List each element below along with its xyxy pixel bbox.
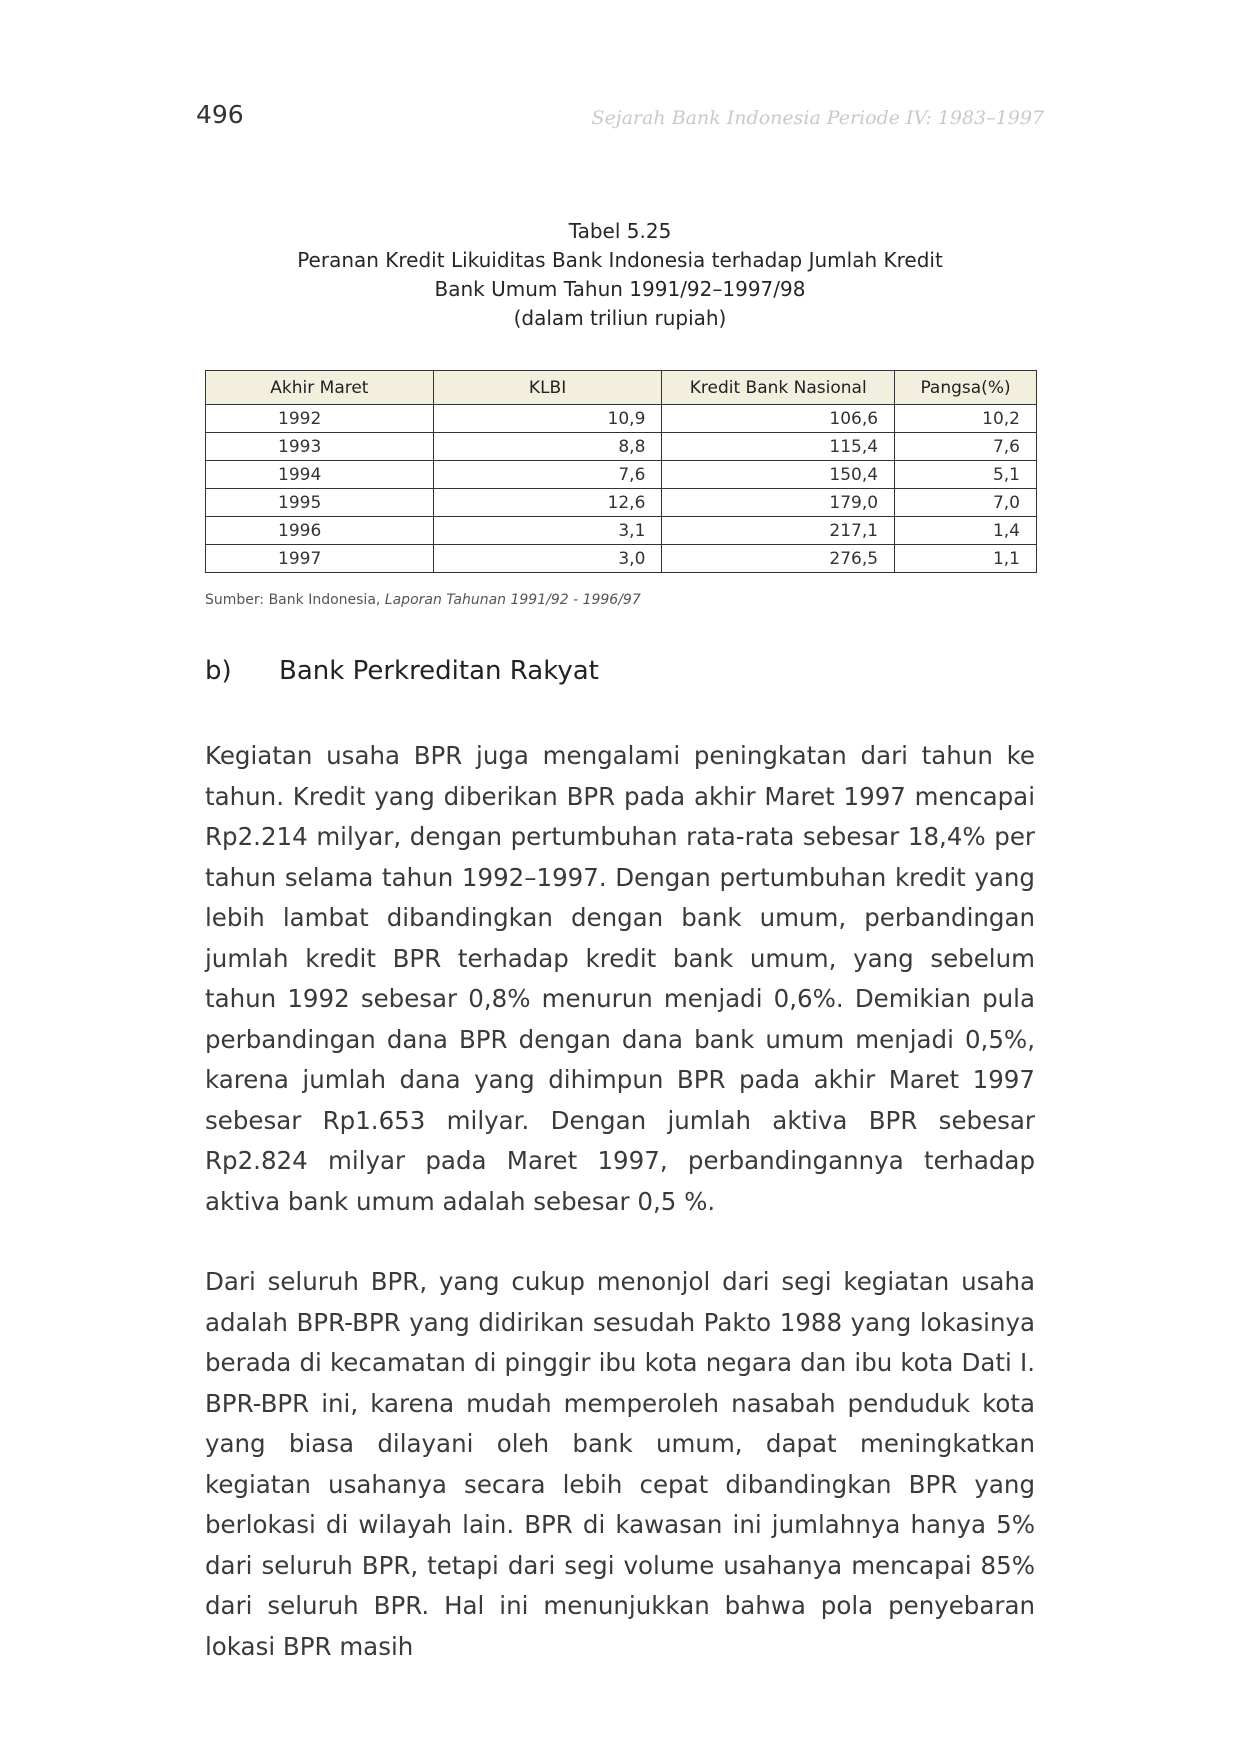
cell-klbi: 3,0: [433, 545, 662, 573]
table-title-line-2: Bank Umum Tahun 1991/92–1997/98: [434, 277, 806, 301]
table-unit-note: (dalam triliun rupiah): [513, 306, 727, 330]
table-row: [206, 517, 1037, 545]
cell-klbi: 3,1: [433, 517, 662, 545]
cell-year: 1995: [206, 489, 434, 517]
table-source-note: [205, 592, 641, 608]
cell-pangsa: 7,0: [895, 489, 1037, 517]
table-title-line-1: Peranan Kredit Likuiditas Bank Indonesia terhadap Jumlah Kredit: [297, 248, 943, 272]
table-label: Tabel 5.25: [568, 219, 672, 243]
cell-pangsa: 1,4: [895, 517, 1037, 545]
cell-pangsa: 1,1: [895, 545, 1037, 573]
credit-table: [205, 370, 1037, 573]
source-prefix: Sumber: Bank Indonesia,: [205, 592, 385, 608]
cell-klbi: 8,8: [433, 433, 662, 461]
section-title: Bank Perkreditan Rakyat: [279, 656, 599, 686]
cell-year: 1997: [206, 545, 434, 573]
page-number: 496: [196, 100, 244, 129]
cell-year: 1992: [206, 405, 434, 433]
cell-pangsa: 5,1: [895, 461, 1037, 489]
cell-pangsa: 7,6: [895, 433, 1037, 461]
cell-kredit: 106,6: [662, 405, 895, 433]
header-pangsa: Pangsa(%): [895, 371, 1037, 405]
body-paragraph-1: Kegiatan usaha BPR juga mengalami peningkatan dari tahun ke tahun. Kredit yang diberikan BPR pada akhir Maret 1997 mencapai Rp2.214 milyar, dengan pertumbuhan rata-rata sebesar 18,4% per tahun selama tahun 1992–1997. Dengan pertumbuhan kredit yang lebih lambat dibandingkan dengan bank umum, perbandingan jumlah kredit BPR terhadap kredit bank umum, yang sebelum tahun 1992 sebesar 0,8% menurun menjadi 0,6%. Demikian pula perbandingan dana BPR dengan dana bank umum menjadi 0,5%, karena jumlah dana yang dihimpun BPR pada akhir Maret 1997 sebesar Rp1.653 milyar. Dengan jumlah aktiva BPR sebesar Rp2.824 milyar pada Maret 1997, perbandingannya terhadap aktiva bank umum adalah sebesar 0,5 %.: [205, 741, 1035, 1216]
table-row: [206, 489, 1037, 517]
cell-klbi: 12,6: [433, 489, 662, 517]
section-heading: [205, 656, 599, 686]
cell-klbi: 7,6: [433, 461, 662, 489]
cell-kredit: 276,5: [662, 545, 895, 573]
cell-kredit: 150,4: [662, 461, 895, 489]
section-label: b): [205, 656, 232, 686]
header-akhir-maret: Akhir Maret: [206, 371, 434, 405]
table-row: [206, 405, 1037, 433]
cell-kredit: 115,4: [662, 433, 895, 461]
table-caption: [200, 217, 1040, 333]
cell-kredit: 179,0: [662, 489, 895, 517]
running-header: Sejarah Bank Indonesia Periode IV: 1983–1997: [591, 107, 1044, 129]
cell-year: 1993: [206, 433, 434, 461]
table-header-row: [206, 371, 1037, 405]
table-row: [206, 545, 1037, 573]
cell-year: 1994: [206, 461, 434, 489]
header-kredit-bank-nasional: Kredit Bank Nasional: [662, 371, 895, 405]
table-row: [206, 433, 1037, 461]
cell-year: 1996: [206, 517, 434, 545]
cell-kredit: 217,1: [662, 517, 895, 545]
cell-pangsa: 10,2: [895, 405, 1037, 433]
body-paragraph-2: Dari seluruh BPR, yang cukup menonjol dari segi kegiatan usaha adalah BPR-BPR yang didirikan sesudah Pakto 1988 yang lokasinya berada di kecamatan di pinggir ibu kota negara dan ibu kota Dati I. BPR-BPR ini, karena mudah memperoleh nasabah penduduk kota yang biasa dilayani oleh bank umum, dapat meningkatkan kegiatan usahanya secara lebih cepat dibandingkan BPR yang berlokasi di wilayah lain. BPR di kawasan ini jumlahnya hanya 5% dari seluruh BPR, tetapi dari segi volume usahanya mencapai 85% dari seluruh BPR. Hal ini menunjukkan bahwa pola penyebaran lokasi BPR masih: [205, 1267, 1035, 1661]
source-title: Laporan Tahunan 1991/92 - 1996/97: [384, 592, 641, 608]
header-klbi: KLBI: [433, 371, 662, 405]
cell-klbi: 10,9: [433, 405, 662, 433]
table-row: [206, 461, 1037, 489]
